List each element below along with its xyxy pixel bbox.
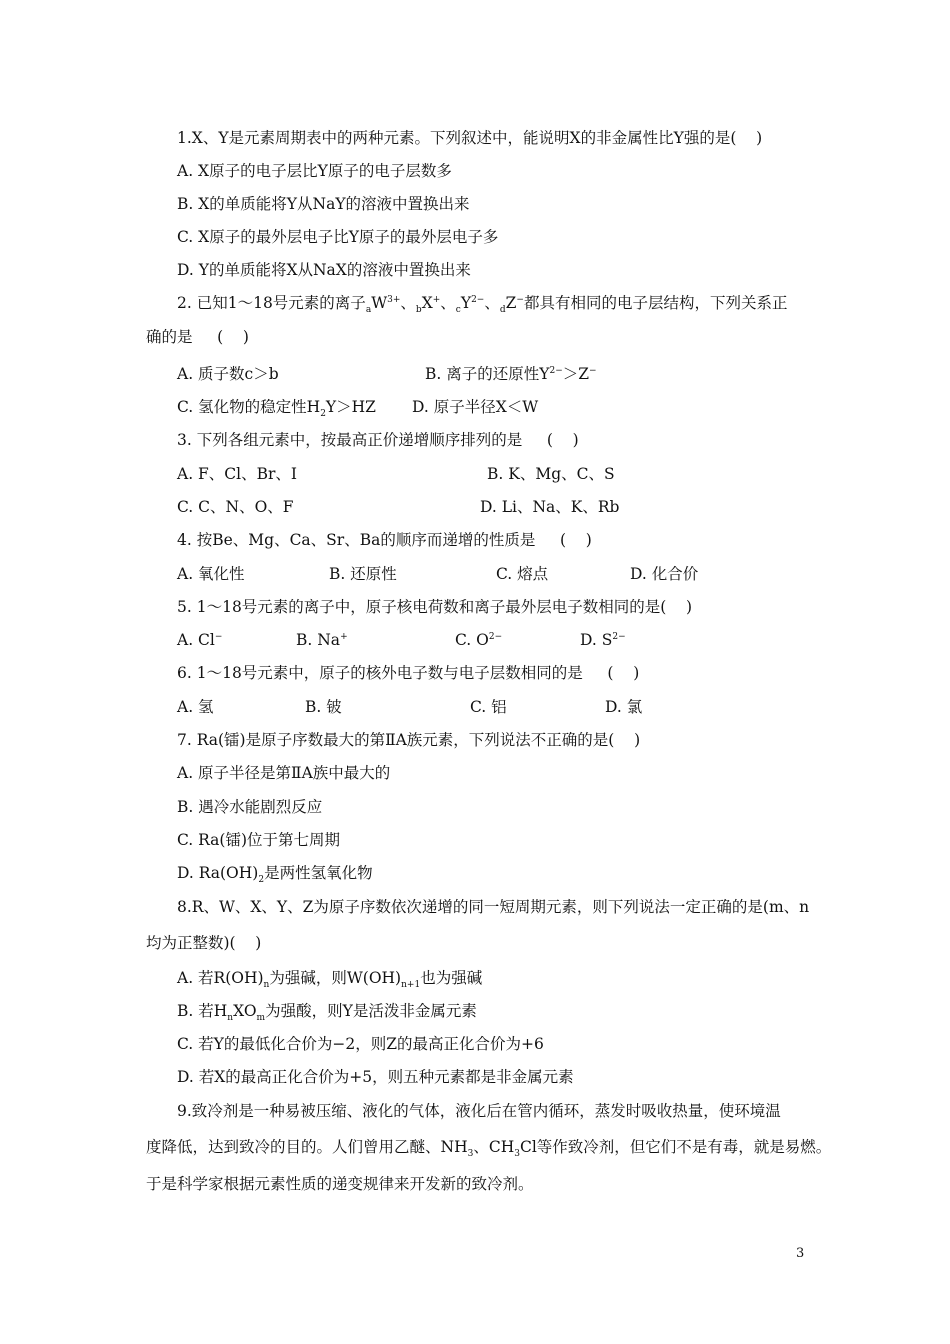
q1-stem: 1.X、Y是元素周期表中的两种元素。下列叙述中，能说明X的非金属性比Y强的是( ) [177, 129, 763, 147]
q2-c-pre: C. 氢化物的稳定性H [177, 398, 321, 416]
q5-d-pre: D. S [580, 631, 613, 649]
q5-option-d [580, 630, 626, 650]
q9-l2-pre: 度降低，达到致冷的目的。人们曾用乙醚、NH [146, 1138, 468, 1156]
q2-option-b [425, 364, 597, 384]
q3-option-a: A. F、Cl、Br、I [177, 465, 298, 483]
q6-option-d: D. 氯 [605, 698, 643, 716]
q1-option-c: C. X原子的最外层电子比Y原子的最外层电子多 [177, 228, 499, 246]
q5-option-a [177, 630, 222, 650]
q8-a-post: 也为强碱 [420, 969, 483, 987]
q5-b-pre: B. Na [296, 631, 341, 649]
q5-a-pre: A. Cl [177, 631, 215, 649]
q7-option-b: B. 遇冷水能剧烈反应 [177, 798, 323, 816]
q2-stem-line1 [177, 293, 788, 316]
q2-c-sub: 2 [320, 409, 326, 420]
q7-stem: 7. Ra(镭)是原子序数最大的第ⅡA族元素，下列说法不正确的是( ) [177, 731, 641, 749]
q2-ion-a: a [365, 305, 372, 316]
q8-b-post: 为强酸，则Y是活泼非金属元素 [265, 1002, 477, 1020]
q5-a-sup: − [214, 631, 223, 642]
q6-stem: 6. 1～18号元素中，原子的核外电子数与电子层数相同的是 ( ) [177, 664, 640, 682]
q7-d-sub: 2 [258, 875, 265, 886]
q5-option-b [296, 630, 348, 650]
q8-option-a [177, 968, 483, 991]
q5-c-sup: 2− [488, 631, 503, 642]
q6-option-c: C. 铝 [470, 698, 507, 716]
q8-b-pre: B. 若H [177, 1002, 228, 1020]
q7-option-c: C. Ra(镭)位于第七周期 [177, 831, 341, 849]
q2-ion-x-charge: + [432, 294, 441, 305]
q3-option-d: D. Li、Na、K、Rb [480, 498, 620, 516]
q2-stem-b: 都具有相同的电子层结构，下列关系正 [523, 294, 788, 312]
q2-stem-a: 2. 已知1～18号元素的离子 [177, 294, 366, 312]
q8-stem-line1: 8.R、W、X、Y、Z为原子序数依次递增的同一短周期元素，则下列说法一定正确的是(m、n [177, 898, 810, 916]
q2-ion-b: b [415, 305, 422, 316]
q2-option-d: D. 原子半径X＜W [412, 398, 539, 416]
q5-b-sup: + [340, 631, 348, 642]
q4-option-d: D. 化合价 [630, 565, 699, 583]
q2-stem-line2: 确的是 ( ) [146, 328, 249, 346]
q3-option-c: C. C、N、O、F [177, 498, 294, 516]
q2-ion-z-charge: − [516, 294, 524, 305]
q2-ion-y-charge: 2− [471, 294, 485, 305]
q6-option-a: A. 氢 [177, 698, 214, 716]
q7-d-post: 是两性氢氧化物 [264, 864, 373, 882]
q5-stem: 5. 1～18号元素的离子中，原子核电荷数和离子最外层电子数相同的是( ) [177, 598, 693, 616]
q9-l2-mid: 、CH [473, 1138, 515, 1156]
q1-option-a: A. X原子的电子层比Y原子的电子层数多 [177, 162, 452, 180]
q4-option-c: C. 熔点 [496, 565, 549, 583]
q3-stem: 3. 下列各组元素中，按最高正价递增顺序排列的是 ( ) [177, 431, 579, 449]
q2-option-a: A. 质子数c＞b [177, 365, 279, 383]
q2-ion-d: d [499, 305, 506, 316]
q1-option-b: B. X的单质能将Y从NaY的溶液中置换出来 [177, 195, 470, 213]
page-number: 3 [796, 1246, 805, 1261]
q2-ion-w-charge: 3+ [387, 294, 401, 305]
q8-b-mid: XO [233, 1002, 257, 1020]
q9-l2-post: Cl等作致冷剂，但它们不是有毒，就是易燃。 [519, 1138, 832, 1156]
q5-d-sup: 2− [612, 631, 626, 642]
q2-sep: 、 [484, 294, 500, 312]
q9-line1: 9.致冷剂是一种易被压缩、液化的气体，液化后在管内循环，蒸发时吸收热量，使环境温 [177, 1102, 781, 1120]
q2-ion-z: Z [505, 294, 517, 312]
q2-b-sup2: − [589, 365, 597, 376]
q5-c-pre: C. O [455, 631, 489, 649]
q5-option-c [455, 630, 502, 650]
q2-option-c [177, 397, 376, 420]
q9-l2-sub2: 3 [514, 1149, 520, 1160]
q8-option-c: C. 若Y的最低化合价为−2，则Z的最高正化合价为+6 [177, 1035, 544, 1053]
q4-option-a: A. 氧化性 [177, 565, 245, 583]
q7-option-a: A. 原子半径是第ⅡA族中最大的 [177, 764, 391, 782]
q2-b-sup1: 2− [549, 365, 563, 376]
q2-sep: 、 [440, 294, 456, 312]
q8-a-sub1: n [263, 980, 270, 991]
q8-a-sub2: n+1 [401, 980, 421, 991]
q4-stem: 4. 按Be、Mg、Ca、Sr、Ba的顺序而递增的性质是 ( ) [177, 531, 592, 549]
q9-line2 [146, 1137, 832, 1160]
q9-l2-sub1: 3 [467, 1149, 474, 1160]
q2-sep: 、 [400, 294, 416, 312]
q8-a-pre: A. 若R(OH) [177, 969, 264, 987]
q8-option-d: D. 若X的最高正化合价为+5，则五种元素都是非金属元素 [177, 1068, 574, 1086]
q7-option-d [177, 863, 373, 886]
q8-a-mid: 为强碱，则W(OH) [269, 969, 402, 987]
q2-ion-y: Y [460, 294, 472, 312]
q7-d-pre: D. Ra(OH) [177, 864, 259, 882]
q4-option-b: B. 还原性 [329, 565, 397, 583]
q6-option-b: B. 铍 [305, 698, 342, 716]
q1-option-d: D. Y的单质能将X从NaX的溶液中置换出来 [177, 261, 471, 279]
q8-b-sub1: n [227, 1013, 234, 1024]
q2-b-pre: B. 离子的还原性Y [425, 365, 550, 383]
q9-line3: 于是科学家根据元素性质的递变规律来开发新的致冷剂。 [146, 1175, 534, 1193]
q2-ion-c: c [455, 305, 461, 316]
q2-c-post: Y＞HZ [325, 398, 376, 416]
q2-b-mid: ＞Z [562, 365, 590, 383]
q8-stem-line2: 均为正整数)( ) [146, 934, 262, 952]
q3-option-b: B. K、Mg、C、S [487, 465, 615, 483]
q8-b-sub2: m [256, 1013, 266, 1024]
q8-option-b [177, 1001, 477, 1024]
q2-ion-x: X [421, 294, 433, 312]
q2-ion-w: W [371, 294, 388, 312]
